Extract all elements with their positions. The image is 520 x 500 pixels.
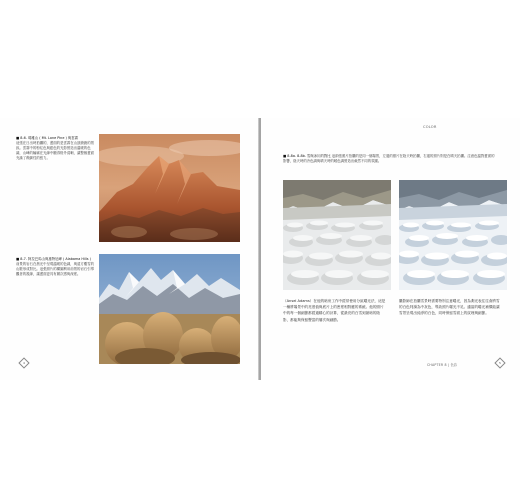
body-column-2: 攝影師在拍攝雪景時需要特別注意曝光，因為測光表往往會將雪的白色判讀為中灰色，導致照片曝光不足。適當的曝光補償能讓雪景呈現出純淨的白色，同時保留雪面上的紋理與細節。 bbox=[399, 299, 500, 316]
caption-marker: ■ bbox=[283, 154, 287, 158]
caption-text: 前景的岩石在晨光中呈現溫暖的色調，與遠方覆雪的山脈形成對比。這張照片的構圖利用前景的岩石引導觀者的視線，讓畫面更具有層次感與深度。 bbox=[16, 262, 94, 276]
photo-snow-sunny bbox=[399, 180, 507, 290]
caption-alabama-hills bbox=[16, 257, 94, 289]
caption-title: 8-7. 阿拉巴馬山與惠特尼峰 ( Alabama Hills ) bbox=[20, 257, 91, 261]
folio-left bbox=[18, 357, 29, 368]
chapter-footer: CHAPTER 8 | 色彩 bbox=[427, 363, 458, 367]
running-header: COLOR bbox=[423, 125, 437, 129]
rocks-and-peaks-image bbox=[99, 254, 240, 364]
caption-title: 8-6. 瑪雅山 ( Mt. Lone Pine ) 與雲霧 bbox=[20, 136, 79, 140]
caption-snow-comparison bbox=[283, 154, 495, 172]
book-spread bbox=[0, 118, 520, 380]
caption-text: 這張在日出時拍攝的，畫面的是雲霧在山頂繚繞的景致。雲霧中的粉紅色與藍色的光影營造出溫暖的色調，山峰的輪廓在光線中顯得格外清晰，讓整個畫面充滿了戲劇性的張力。 bbox=[16, 141, 94, 160]
page-number: 4 bbox=[23, 360, 25, 365]
caption-mountain-clouds bbox=[16, 136, 94, 178]
snow-field-sunny-image bbox=[399, 180, 507, 290]
caption-marker: ■ bbox=[16, 257, 20, 261]
photo-alabama-hills bbox=[99, 254, 240, 364]
right-page bbox=[261, 118, 520, 380]
snow-field-overcast-image bbox=[283, 180, 391, 290]
body-column-1: （Ansel Adams）在他的暗房工作中經常使用分區曝光法，這是一種將場景中的亮度值與底片上的密度相對應的系統。他的照片中的每一個細節都經過精心的計算，從最亮的白雪到最暗的陰影，都能夠保留豐富的層次與細節。 bbox=[283, 299, 386, 322]
photo-mountain-clouds bbox=[99, 134, 240, 242]
caption-marker: ■ bbox=[16, 136, 20, 140]
left-page bbox=[0, 118, 259, 380]
photo-snow-overcast bbox=[283, 180, 391, 290]
mountain-sunrise-image bbox=[99, 134, 240, 242]
caption-text: 這兩張照片拍攝的是同一個場景，左邊的照片在陰天時拍攝，右邊的照片則是在晴天拍攝。注意色溫對畫面的影響，陰天時的冷色調與晴天時的暖色調營造出截然不同的氛圍。 bbox=[283, 154, 495, 163]
caption-title: 8-8a. 8-8b. 雪與冰川的對比 bbox=[287, 154, 331, 158]
page-number: 5 bbox=[499, 360, 501, 365]
